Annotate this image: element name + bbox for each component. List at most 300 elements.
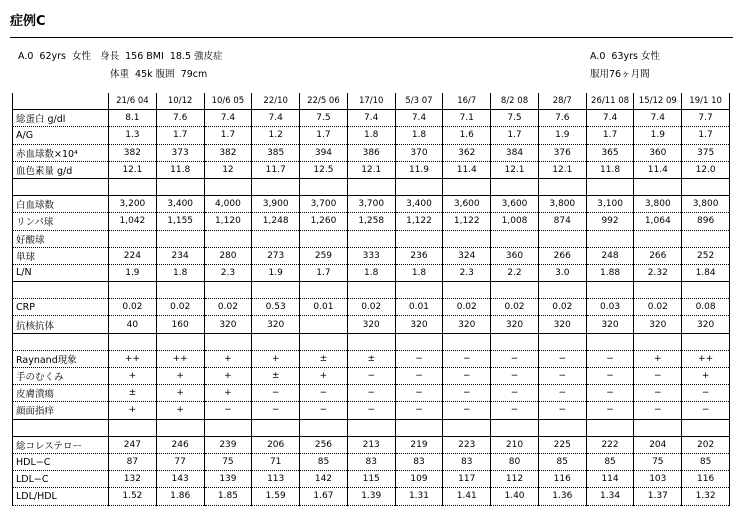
table-cell: ±	[347, 350, 395, 367]
table-row	[13, 247, 730, 264]
table-row	[13, 402, 730, 419]
table-cell: 75	[204, 453, 252, 470]
table-cell: 1.40	[491, 488, 539, 505]
table-cell	[538, 333, 586, 350]
table-cell: 1.2	[252, 127, 300, 144]
table-cell	[204, 282, 252, 299]
table-cell	[634, 282, 682, 299]
table-cell	[156, 282, 204, 299]
table-cell	[347, 178, 395, 195]
table-cell	[682, 178, 730, 195]
table-cell: 320	[586, 316, 634, 333]
table-cell: 4,000	[204, 196, 252, 213]
row-label: 好酸球	[13, 230, 109, 247]
table-cell: 1,155	[156, 213, 204, 230]
column-date: 10/12	[156, 93, 204, 110]
table-cell: 3,600	[443, 196, 491, 213]
table-cell	[300, 419, 348, 436]
table-cell	[347, 419, 395, 436]
row-label: 皮膚潰瘍	[13, 385, 109, 402]
table-cell: 206	[252, 436, 300, 453]
table-cell: 3,800	[538, 196, 586, 213]
table-cell	[300, 230, 348, 247]
row-label: A/G	[13, 127, 109, 144]
table-cell: 1.7	[204, 127, 252, 144]
table-cell	[156, 178, 204, 195]
table-cell: 1.7	[586, 127, 634, 144]
table-cell: 117	[443, 471, 491, 488]
table-cell: 2.3	[204, 264, 252, 281]
table-cell	[443, 282, 491, 299]
table-cell: −	[491, 368, 539, 385]
table-cell: 12.1	[491, 161, 539, 178]
table-cell: +	[156, 368, 204, 385]
table-cell	[586, 419, 634, 436]
table-cell: 1.84	[682, 264, 730, 281]
table-cell	[491, 178, 539, 195]
table-cell	[204, 419, 252, 436]
table-cell: 202	[682, 436, 730, 453]
table-cell: 160	[156, 316, 204, 333]
table-cell: −	[443, 385, 491, 402]
table-cell: 109	[395, 471, 443, 488]
table-row	[13, 316, 730, 333]
spacer-row	[13, 282, 730, 299]
table-cell: 2.3	[443, 264, 491, 281]
table-cell: +	[109, 368, 157, 385]
table-cell: 320	[491, 316, 539, 333]
table-cell: 248	[586, 247, 634, 264]
table-cell: 1.3	[109, 127, 157, 144]
table-cell: 386	[347, 144, 395, 161]
table-cell: 2.2	[491, 264, 539, 281]
row-label: 単球	[13, 247, 109, 264]
table-cell: ±	[300, 350, 348, 367]
column-date: 16/7	[443, 93, 491, 110]
table-cell: +	[634, 350, 682, 367]
table-row	[13, 436, 730, 453]
table-cell: 7.5	[491, 110, 539, 127]
table-cell: 320	[443, 316, 491, 333]
table-cell: 7.4	[204, 110, 252, 127]
table-cell	[252, 282, 300, 299]
column-date: 17/10	[347, 93, 395, 110]
row-label: 血色素量 g/d	[13, 161, 109, 178]
column-date: 28/7	[538, 93, 586, 110]
table-cell: −	[634, 385, 682, 402]
table-cell: 1.31	[395, 488, 443, 505]
table-row	[13, 196, 730, 213]
table-cell: −	[395, 402, 443, 419]
table-cell	[634, 333, 682, 350]
table-cell: 320	[634, 316, 682, 333]
table-cell: −	[538, 350, 586, 367]
table-cell: 225	[538, 436, 586, 453]
table-cell: +	[252, 350, 300, 367]
table-cell: 1,248	[252, 213, 300, 230]
table-cell: 1,064	[634, 213, 682, 230]
table-cell: 7.6	[156, 110, 204, 127]
table-cell	[682, 282, 730, 299]
table-cell: −	[634, 402, 682, 419]
table-cell: ±	[109, 385, 157, 402]
table-cell: 222	[586, 436, 634, 453]
table-cell: 1,258	[347, 213, 395, 230]
row-label: 総コレステロー	[13, 436, 109, 453]
table-cell: 12.1	[538, 161, 586, 178]
table-cell: −	[682, 402, 730, 419]
table-cell: +	[204, 368, 252, 385]
table-row	[13, 144, 730, 161]
row-label: 白血球数	[13, 196, 109, 213]
table-cell: 112	[491, 471, 539, 488]
table-cell: 384	[491, 144, 539, 161]
table-cell: 210	[491, 436, 539, 453]
table-cell: 0.08	[682, 299, 730, 316]
table-cell: 7.7	[682, 110, 730, 127]
spacer-row	[13, 178, 730, 195]
table-cell	[156, 230, 204, 247]
table-cell: 83	[443, 453, 491, 470]
table-cell: 1.88	[586, 264, 634, 281]
table-row	[13, 368, 730, 385]
table-cell: −	[586, 385, 634, 402]
table-cell: +	[300, 368, 348, 385]
table-cell: 247	[109, 436, 157, 453]
table-cell: 246	[156, 436, 204, 453]
table-cell: 896	[682, 213, 730, 230]
table-cell: 382	[109, 144, 157, 161]
table-cell	[491, 230, 539, 247]
table-cell: 8.1	[109, 110, 157, 127]
table-cell	[491, 419, 539, 436]
table-cell: 0.01	[395, 299, 443, 316]
table-cell: 139	[204, 471, 252, 488]
table-cell: 116	[682, 471, 730, 488]
table-cell	[347, 230, 395, 247]
table-cell: 256	[300, 436, 348, 453]
table-cell: 252	[682, 247, 730, 264]
table-cell: 12.1	[109, 161, 157, 178]
table-cell	[252, 333, 300, 350]
table-row	[13, 264, 730, 281]
table-cell: 370	[395, 144, 443, 161]
table-cell: 0.02	[347, 299, 395, 316]
table-cell: 1.39	[347, 488, 395, 505]
lab-results-table	[12, 93, 730, 506]
row-label: LDL/HDL	[13, 488, 109, 505]
table-cell	[395, 282, 443, 299]
table-cell: 143	[156, 471, 204, 488]
table-cell: 83	[395, 453, 443, 470]
table-cell: 320	[395, 316, 443, 333]
table-cell: 7.4	[634, 110, 682, 127]
table-cell: +	[156, 385, 204, 402]
table-cell	[395, 230, 443, 247]
table-cell: 11.7	[252, 161, 300, 178]
table-cell: −	[586, 350, 634, 367]
row-label: 総蛋白 g/dl	[13, 110, 109, 127]
patient-info-left-2: 体重 45k 腹囲 79cm	[110, 69, 208, 80]
column-date: 26/11 08	[586, 93, 634, 110]
table-cell: 87	[109, 453, 157, 470]
table-cell	[300, 333, 348, 350]
table-cell: −	[491, 402, 539, 419]
table-row	[13, 127, 730, 144]
table-cell: 320	[347, 316, 395, 333]
table-cell: 362	[443, 144, 491, 161]
title-divider	[10, 37, 733, 38]
table-cell	[109, 333, 157, 350]
table-cell: 85	[682, 453, 730, 470]
table-cell: 1.86	[156, 488, 204, 505]
table-cell: −	[395, 385, 443, 402]
table-cell	[156, 333, 204, 350]
table-cell	[491, 282, 539, 299]
table-cell: 103	[634, 471, 682, 488]
table-cell: 320	[252, 316, 300, 333]
table-cell: 1,008	[491, 213, 539, 230]
row-label	[13, 419, 109, 436]
table-cell: 1.7	[156, 127, 204, 144]
table-cell: 1,042	[109, 213, 157, 230]
column-date: 22/10	[252, 93, 300, 110]
table-cell	[300, 316, 348, 333]
table-cell: −	[347, 402, 395, 419]
table-cell: 3.0	[538, 264, 586, 281]
table-cell: −	[682, 385, 730, 402]
table-cell: −	[491, 350, 539, 367]
table-cell: 0.03	[586, 299, 634, 316]
table-cell	[538, 230, 586, 247]
table-cell: 0.02	[634, 299, 682, 316]
table-cell: 360	[491, 247, 539, 264]
table-row	[13, 350, 730, 367]
table-cell: −	[252, 402, 300, 419]
table-row	[13, 385, 730, 402]
table-cell: 12	[204, 161, 252, 178]
table-cell: 224	[109, 247, 157, 264]
table-cell: 11.8	[156, 161, 204, 178]
table-cell	[156, 419, 204, 436]
table-cell: 1.9	[634, 127, 682, 144]
table-cell: 85	[586, 453, 634, 470]
column-date: 19/1 10	[682, 93, 730, 110]
table-cell: 204	[634, 436, 682, 453]
table-cell: 115	[347, 471, 395, 488]
table-cell: −	[491, 385, 539, 402]
table-cell: 3,200	[109, 196, 157, 213]
table-cell: 83	[347, 453, 395, 470]
table-cell: 1,122	[443, 213, 491, 230]
table-row	[13, 488, 730, 505]
table-cell: 7.4	[347, 110, 395, 127]
table-cell: 1.41	[443, 488, 491, 505]
table-cell: 320	[538, 316, 586, 333]
table-cell: 1.8	[156, 264, 204, 281]
table-cell	[347, 333, 395, 350]
table-cell: 1,260	[300, 213, 348, 230]
table-cell: 12.0	[682, 161, 730, 178]
table-cell	[395, 333, 443, 350]
table-cell	[204, 178, 252, 195]
table-cell	[443, 178, 491, 195]
table-cell: 1.52	[109, 488, 157, 505]
table-cell: −	[586, 402, 634, 419]
table-cell: −	[538, 368, 586, 385]
header-corner	[13, 93, 109, 110]
table-cell	[586, 282, 634, 299]
table-cell: 0.02	[204, 299, 252, 316]
table-cell: 2.32	[634, 264, 682, 281]
table-cell: 142	[300, 471, 348, 488]
table-cell	[538, 282, 586, 299]
table-row	[13, 453, 730, 470]
table-cell: ±	[252, 368, 300, 385]
table-cell: 382	[204, 144, 252, 161]
table-cell: +	[109, 402, 157, 419]
patient-info-left-1: A.0 62yrs 女性 身長 156 BMI 18.5 強皮症	[18, 51, 223, 62]
table-cell: 71	[252, 453, 300, 470]
table-cell: 3,400	[156, 196, 204, 213]
table-cell: 3,700	[300, 196, 348, 213]
table-cell: 1.9	[252, 264, 300, 281]
row-label: Raynand現象	[13, 350, 109, 367]
table-cell: 0.02	[443, 299, 491, 316]
table-cell: 1.32	[682, 488, 730, 505]
table-cell: 0.02	[491, 299, 539, 316]
table-cell: +	[204, 385, 252, 402]
table-cell: 3,100	[586, 196, 634, 213]
table-cell: 223	[443, 436, 491, 453]
table-cell: 3,800	[634, 196, 682, 213]
table-cell: 266	[538, 247, 586, 264]
table-row	[13, 213, 730, 230]
table-cell: 360	[634, 144, 682, 161]
row-label: 顔面指痒	[13, 402, 109, 419]
table-row	[13, 110, 730, 127]
table-cell: 1.37	[634, 488, 682, 505]
table-cell: 1.7	[682, 127, 730, 144]
table-cell	[109, 178, 157, 195]
row-label: HDL−C	[13, 453, 109, 470]
table-cell	[109, 230, 157, 247]
table-cell: 7.1	[443, 110, 491, 127]
table-cell	[395, 419, 443, 436]
table-cell: 0.02	[156, 299, 204, 316]
table-cell	[204, 230, 252, 247]
table-cell	[538, 178, 586, 195]
table-cell: 234	[156, 247, 204, 264]
table-cell: 373	[156, 144, 204, 161]
table-cell: 1.34	[586, 488, 634, 505]
table-cell: 77	[156, 453, 204, 470]
table-cell: 1.8	[395, 264, 443, 281]
table-cell: 0.53	[252, 299, 300, 316]
table-cell: 365	[586, 144, 634, 161]
table-cell: −	[252, 385, 300, 402]
table-cell: 236	[395, 247, 443, 264]
table-cell	[252, 419, 300, 436]
table-cell: 132	[109, 471, 157, 488]
table-cell	[252, 230, 300, 247]
table-cell	[347, 282, 395, 299]
table-cell: 0.01	[300, 299, 348, 316]
table-cell: 85	[538, 453, 586, 470]
row-label: 抗核抗体	[13, 316, 109, 333]
table-cell	[252, 178, 300, 195]
table-cell: −	[395, 368, 443, 385]
table-cell: −	[347, 385, 395, 402]
table-cell: 7.4	[395, 110, 443, 127]
table-cell: 3,400	[395, 196, 443, 213]
table-cell: −	[538, 402, 586, 419]
table-cell: 3,600	[491, 196, 539, 213]
row-label: L/N	[13, 264, 109, 281]
table-cell	[395, 178, 443, 195]
spacer-row	[13, 419, 730, 436]
row-label	[13, 333, 109, 350]
table-row	[13, 161, 730, 178]
table-cell: 874	[538, 213, 586, 230]
table-cell	[634, 419, 682, 436]
table-cell: −	[204, 402, 252, 419]
table-cell: 0.02	[538, 299, 586, 316]
patient-info-right-1: A.0 63yrs 女性	[590, 51, 661, 62]
table-cell: 1.7	[300, 127, 348, 144]
page-title: 症例C	[10, 14, 46, 29]
table-cell: 7.5	[300, 110, 348, 127]
table-cell: 1.9	[109, 264, 157, 281]
table-cell: 259	[300, 247, 348, 264]
table-cell: +	[156, 402, 204, 419]
table-cell: −	[300, 385, 348, 402]
table-cell	[443, 333, 491, 350]
table-cell: 12.1	[347, 161, 395, 178]
row-label: リンパ球	[13, 213, 109, 230]
table-cell: 3,800	[682, 196, 730, 213]
table-cell: 324	[443, 247, 491, 264]
column-date: 21/6 04	[109, 93, 157, 110]
table-cell: 1.8	[347, 264, 395, 281]
row-label: CRP	[13, 299, 109, 316]
table-cell	[586, 333, 634, 350]
table-cell: ++	[156, 350, 204, 367]
table-cell: 7.4	[586, 110, 634, 127]
table-cell: 394	[300, 144, 348, 161]
table-cell: −	[634, 368, 682, 385]
table-cell: 11.8	[586, 161, 634, 178]
table-cell	[300, 178, 348, 195]
row-label	[13, 282, 109, 299]
table-cell: 114	[586, 471, 634, 488]
table-cell: 1.9	[538, 127, 586, 144]
table-cell	[443, 419, 491, 436]
column-date: 22/5 06	[300, 93, 348, 110]
column-date: 5/3 07	[395, 93, 443, 110]
row-label: 手のむくみ	[13, 368, 109, 385]
header-row	[13, 93, 730, 110]
column-date: 8/2 08	[491, 93, 539, 110]
table-cell	[634, 230, 682, 247]
table-cell: ++	[682, 350, 730, 367]
table-cell: 85	[300, 453, 348, 470]
table-cell	[300, 282, 348, 299]
table-cell	[682, 333, 730, 350]
table-cell: −	[443, 368, 491, 385]
table-cell: 333	[347, 247, 395, 264]
table-cell: 113	[252, 471, 300, 488]
